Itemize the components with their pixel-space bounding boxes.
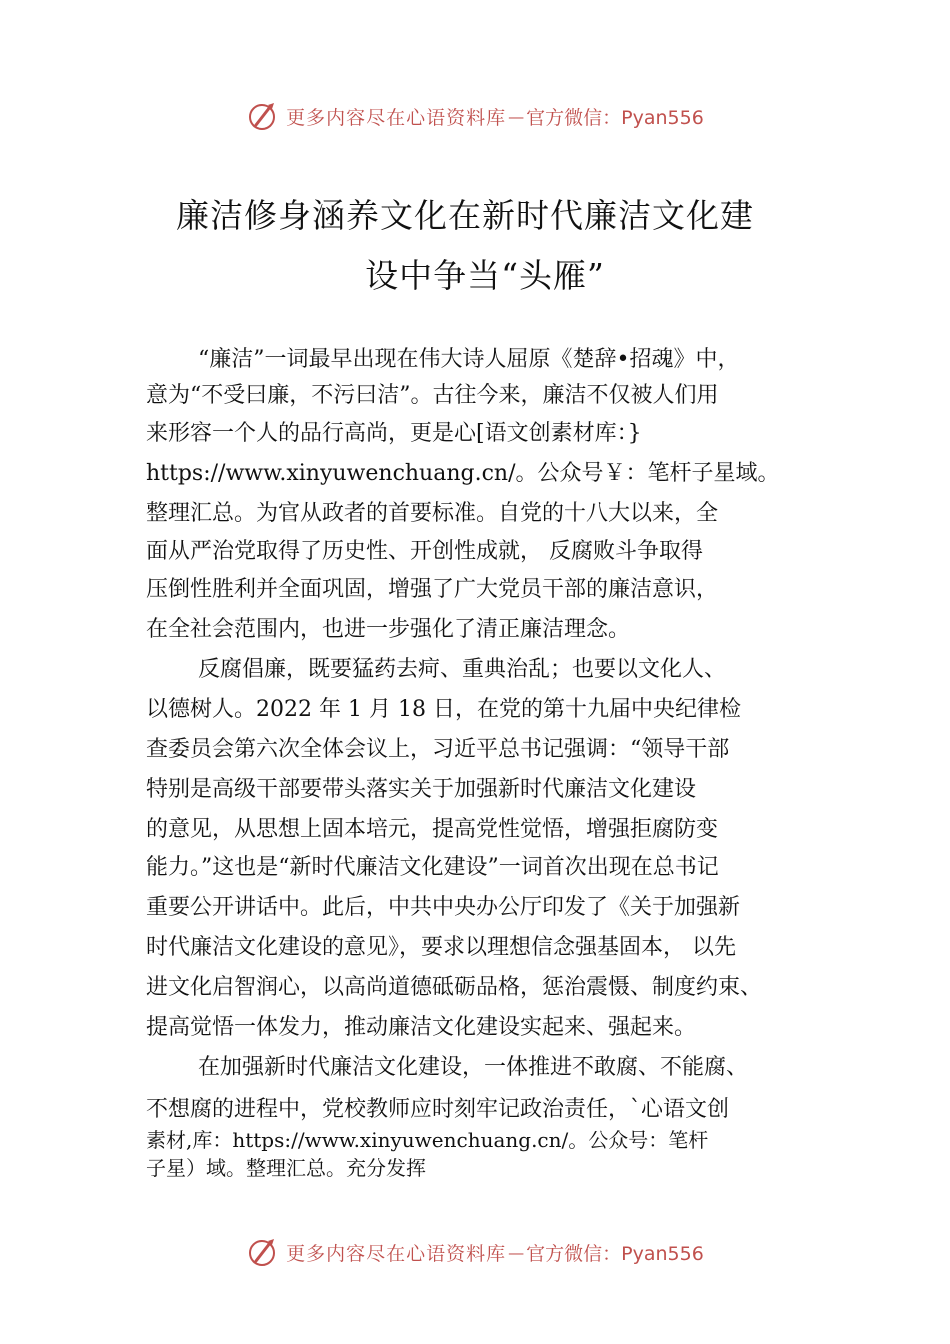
footer-banner-text: 更多内容尽在心语资料库	[286, 1242, 507, 1265]
body-line: 不想腐的进程中，党校教师应时刻牢记政治责任，`心语文创	[146, 1097, 730, 1122]
body-line: 以德树人。2022 年 1 月 18 日，在党的第十九届中央纪律检	[146, 697, 741, 722]
footer-banner-dash: —	[508, 1242, 525, 1262]
document-title-line-2: 设中争当“头雁”	[365, 256, 605, 295]
body-line: 反腐倡廉，既要猛药去疴、重典治乱；也要以文化人、	[198, 657, 727, 682]
brush-logo-icon	[246, 1235, 280, 1269]
header-banner	[0, 96, 950, 136]
body-line: 在加强新时代廉洁文化建设，一体推进不敢腐、不能腐、	[198, 1055, 749, 1080]
body-line: 来形容一个人的品行高尚，更是心[语文创素材库：}	[146, 421, 642, 446]
body-line: 的意见，从思想上固本培元，提高党性觉悟，增强拒腐防变	[146, 817, 719, 842]
body-line: 素材,库：https://www.xinyuwenchuang.cn/。公众号：笔杆	[146, 1128, 709, 1152]
body-line: 重要公开讲话中。此后，中共中央办公厅印发了《关于加强新	[146, 895, 741, 920]
body-line: 压倒性胜利并全面巩固，增强了广大党员干部的廉洁意识，	[146, 577, 719, 602]
body-line: 特别是高级干部要带头落实关于加强新时代廉洁文化建设	[146, 777, 697, 802]
footer-banner	[0, 1232, 950, 1272]
footer-banner-wechat: 官方微信：Pyan556	[526, 1242, 704, 1265]
header-banner-wechat: 官方微信：Pyan556	[526, 106, 704, 129]
body-line: 提高觉悟一体发力，推动廉洁文化建设实起来、强起来。	[146, 1015, 697, 1040]
body-line: 能力。”这也是“新时代廉洁文化建设”一词首次出现在总书记	[146, 855, 719, 880]
body-line: 子星）域。整理汇总。充分发挥	[146, 1156, 426, 1180]
body-line: 在全社会范围内，也进一步强化了清正廉洁理念。	[146, 617, 631, 642]
body-line: 进文化启智润心，以高尚道德砥砺品格，惩治震慑、制度约束、	[146, 975, 763, 1000]
body-line: 整理汇总。为官从政者的首要标准。自党的十八大以来，全	[146, 501, 719, 526]
body-line: 意为“不受曰廉，不污曰洁”。古往今来，廉洁不仅被人们用	[146, 383, 719, 408]
header-banner-text: 更多内容尽在心语资料库	[286, 106, 507, 129]
body-line: https://www.xinyuwenchuang.cn/。公众号￥：笔杆子星域。	[146, 461, 780, 486]
body-line: “廉洁”一词最早出现在伟大诗人屈原《楚辞•招魂》中，	[198, 347, 740, 372]
brush-logo-icon	[246, 99, 280, 133]
body-line: 查委员会第六次全体会议上，习近平总书记强调：“领导干部	[146, 737, 730, 762]
body-line: 时代廉洁文化建设的意见》，要求以理想信念强基固本， 以先	[146, 935, 736, 960]
document-title-line-1: 廉洁修身涵养文化在新时代廉洁文化建	[176, 196, 754, 235]
header-banner-dash: —	[508, 106, 525, 126]
body-line: 面从严治党取得了历史性、开创性成就， 反腐败斗争取得	[146, 539, 703, 564]
